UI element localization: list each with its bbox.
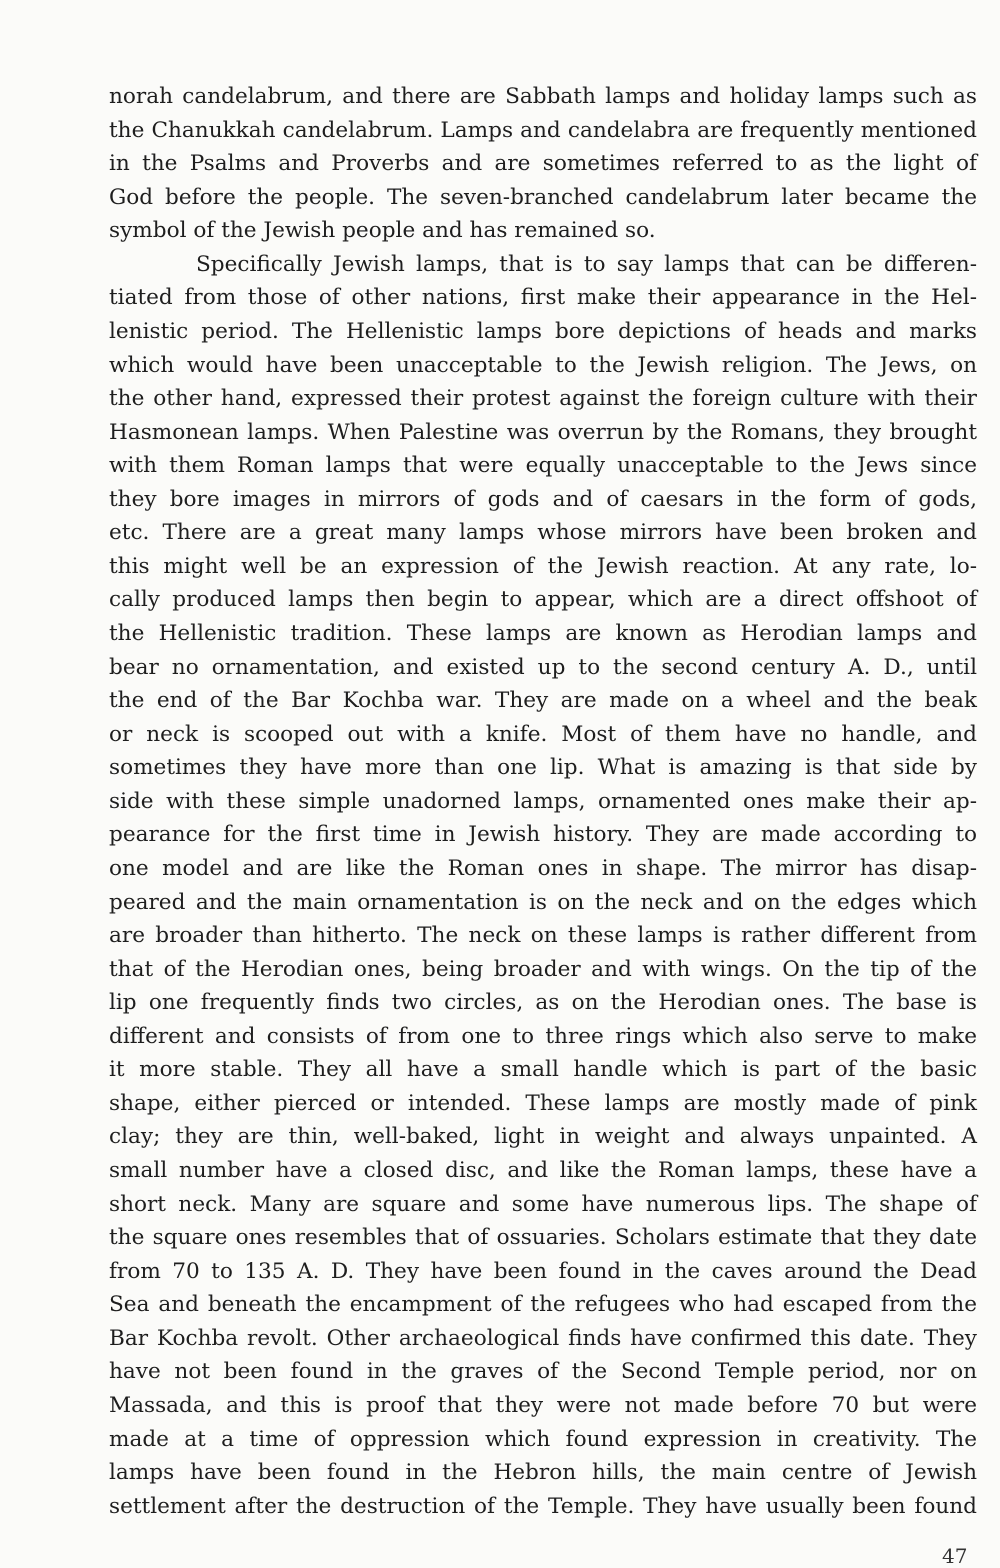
paragraph-first-line: Specifically Jewish lamps, that is to say lamps that can be differen- xyxy=(196,251,977,277)
text-line: etc. There are a great many lamps whose mirrors have been broken and xyxy=(109,520,977,546)
text-line: different and consists of from one to three rings which also serve to make xyxy=(109,1023,977,1049)
body-text xyxy=(109,80,977,1523)
text-line: this might well be an expression of the Jewish reaction. At any rate, lo- xyxy=(109,553,977,579)
text-line: tiated from those of other nations, first make their appearance in the Hel- xyxy=(109,285,977,311)
text-line: one model and are like the Roman ones in shape. The mirror has disap- xyxy=(109,855,977,881)
text-line: pearance for the first time in Jewish history. They are made according to xyxy=(109,822,977,848)
text-line: symbol of the Jewish people and has remained so. xyxy=(109,218,656,244)
text-line: cally produced lamps then begin to appear, which are a direct offshoot of xyxy=(109,587,977,613)
text-line: settlement after the destruction of the Temple. They have usually been found xyxy=(109,1493,977,1519)
text-line: Bar Kochba revolt. Other archaeological finds have confirmed this date. They xyxy=(109,1325,977,1351)
text-line: short neck. Many are square and some have numerous lips. The shape of xyxy=(109,1191,977,1217)
text-line: made at a time of oppression which found expression in creativity. The xyxy=(109,1426,977,1452)
text-line: Hasmonean lamps. When Palestine was overrun by the Romans, they brought xyxy=(109,419,977,445)
text-line: lamps have been found in the Hebron hills, the main centre of Jewish xyxy=(109,1460,977,1486)
text-line: the other hand, expressed their protest against the foreign culture with their xyxy=(109,386,977,412)
text-line: Sea and beneath the encampment of the refugees who had escaped from the xyxy=(109,1292,977,1318)
text-line: are broader than hitherto. The neck on these lamps is rather different from xyxy=(109,923,977,949)
text-line: which would have been unacceptable to the Jewish religion. The Jews, on xyxy=(109,352,977,378)
text-line: in the Psalms and Proverbs and are sometimes referred to as the light of xyxy=(109,151,977,177)
text-line: the end of the Bar Kochba war. They are made on a wheel and the beak xyxy=(109,688,977,714)
text-line: norah candelabrum, and there are Sabbath lamps and holiday lamps such as xyxy=(109,84,977,109)
text-line: the square ones resembles that of ossuaries. Scholars estimate that they date xyxy=(109,1225,977,1251)
text-line: the Hellenistic tradition. These lamps are known as Herodian lamps and xyxy=(109,621,977,646)
text-line: sometimes they have more than one lip. What is amazing is that side by xyxy=(109,755,977,781)
text-line: clay; they are thin, well-baked, light in weight and always unpainted. A xyxy=(109,1124,977,1150)
text-line: the Chanukkah candelabrum. Lamps and candelabra are frequently mentioned xyxy=(109,117,977,143)
text-line: they bore images in mirrors of gods and of caesars in the form of gods, xyxy=(109,486,977,512)
text-line: God before the people. The seven-branched candelabrum later became the xyxy=(109,184,977,210)
text-line: lip one frequently finds two circles, as on the Herodian ones. The base is xyxy=(109,990,977,1016)
text-line: bear no ornamentation, and existed up to the second century A. D., until xyxy=(109,654,977,680)
text-line: with them Roman lamps that were equally unacceptable to the Jews since xyxy=(109,453,977,479)
text-line: it more stable. They all have a small handle which is part of the basic xyxy=(109,1057,977,1083)
text-line: have not been found in the graves of the Second Temple period, nor on xyxy=(109,1359,977,1385)
text-line: side with these simple unadorned lamps, ornamented ones make their ap- xyxy=(109,788,977,814)
text-line: lenistic period. The Hellenistic lamps bore depictions of heads and marks xyxy=(109,318,977,344)
text-line: Massada, and this is proof that they were not made before 70 but were xyxy=(109,1392,977,1418)
text-line: from 70 to 135 A. D. They have been found in the caves around the Dead xyxy=(109,1258,977,1284)
text-line: that of the Herodian ones, being broader and with wings. On the tip of the xyxy=(109,956,977,982)
text-line: shape, either pierced or intended. These lamps are mostly made of pink xyxy=(109,1090,977,1116)
text-line: or neck is scooped out with a knife. Most of them have no handle, and xyxy=(109,721,977,747)
page-number: 47 xyxy=(942,1544,968,1568)
text-line: small number have a closed disc, and like the Roman lamps, these have a xyxy=(109,1158,977,1183)
text-line: peared and the main ornamentation is on the neck and on the edges which xyxy=(109,889,977,915)
